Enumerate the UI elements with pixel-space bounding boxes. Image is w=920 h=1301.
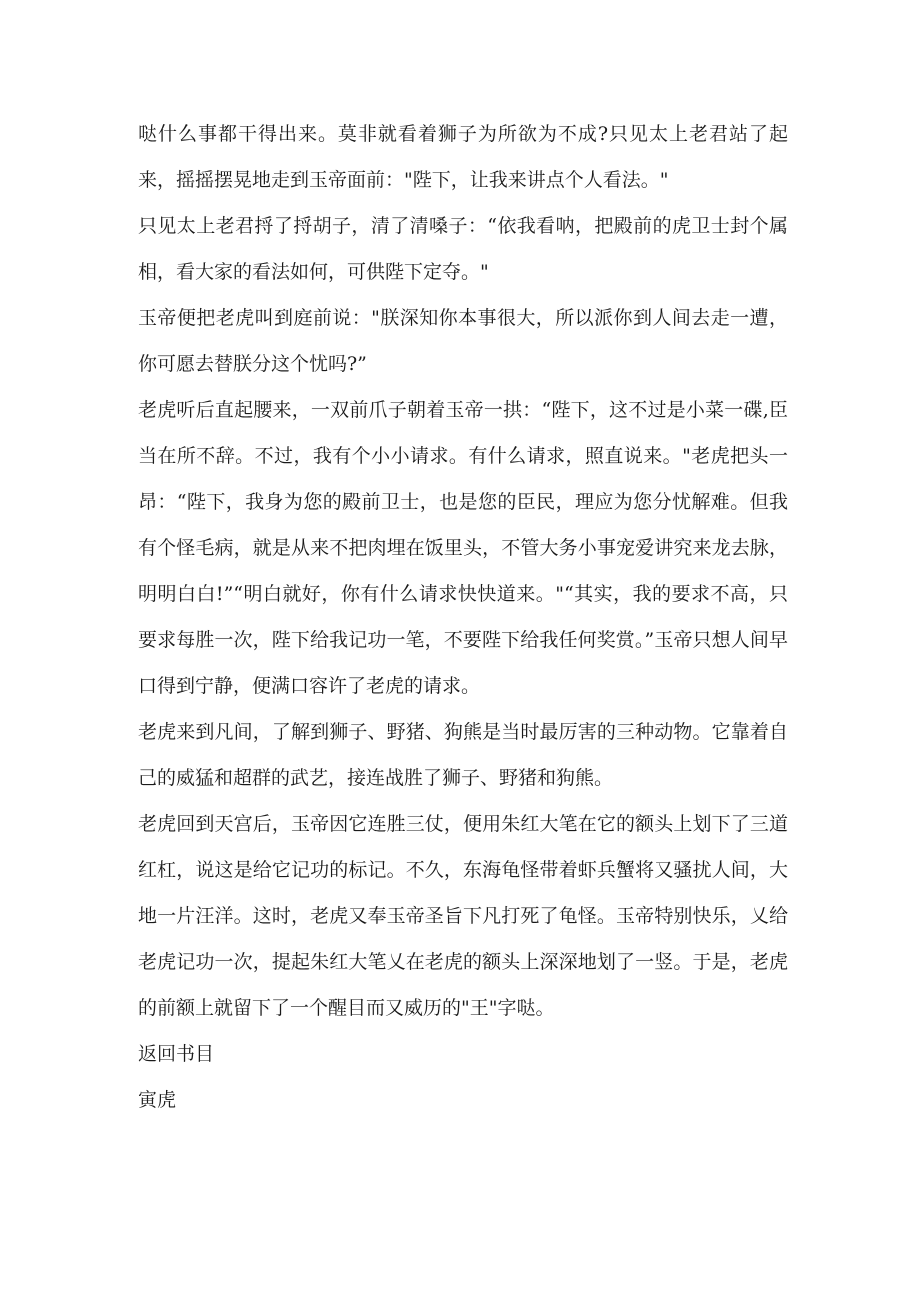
paragraph-jade-emperor-request: 玉帝便把老虎叫到庭前说："朕深知你本事很大，所以派你到人间去走一遭，你可愿去替朕分这个忧吗?” [138, 307, 788, 375]
paragraph-story-opening: 哒什么事都干得出来。莫非就看着狮子为所欲为不成?只见太上老君站了起来，摇摇摆晃地走到玉帝面前："陛下，让我来讲点个人看法。" [138, 123, 788, 191]
paragraph-tiger-reply: 老虎听后直起腰来，一双前爪子朝着玉帝一拱：“陛下，这不过是小菜一碟,臣当在所不辞。不过，我有个小小请求。有什么请求，照直说来。"老虎把头一昂：“陛下，我身为您的殿前卫士，也是您的臣民，理应为您分忧解难。但我有个怪毛病，就是从来不把肉埋在饭里头，不管大务小事宠爱讲究来龙去脉，明明白白!”“明白就好，你有什么请求快快道来。"“其实，我的要求不高，只要求每胜一次，陛下给我记功一笔，不要陛下给我任何奖赏。”玉帝只想人间早口得到宁静，便满口容许了老虎的请求。 [138, 399, 788, 697]
paragraph-laojun-speech: 只见太上老君捋了捋胡子，清了清嗓子：“依我看呐，把殿前的虎卫士封个属相，看大家的看法如何，可供陛下定夺。" [138, 215, 788, 283]
document-body [138, 111, 788, 1123]
paragraph-tiger-victories: 老虎来到凡间，了解到狮子、野猪、狗熊是当时最厉害的三种动物。它靠着自己的威猛和超群的武艺，接连战胜了狮子、野猪和狗熊。 [138, 721, 788, 789]
back-to-catalog-link[interactable]: 返回书目 [138, 1043, 215, 1065]
paragraph-wang-character: 老虎回到天宫后，玉帝因它连胜三仗，便用朱红大笔在它的额头上划下了三道红杠，说这是给它记功的标记。不久，东海龟怪带着虾兵蟹将又骚扰人间，大地一片汪洋。这时，老虎又奉玉帝圣旨下凡打死了龟怪。玉帝特别快乐，乂给老虎记功一次，提起朱红大笔乂在老虎的额头上深深地划了一竖。于是，老虎的前额上就留下了一个醒目而又威历的"王"字哒。 [138, 813, 788, 1019]
section-heading-yin-tiger: 寅虎 [138, 1089, 177, 1111]
